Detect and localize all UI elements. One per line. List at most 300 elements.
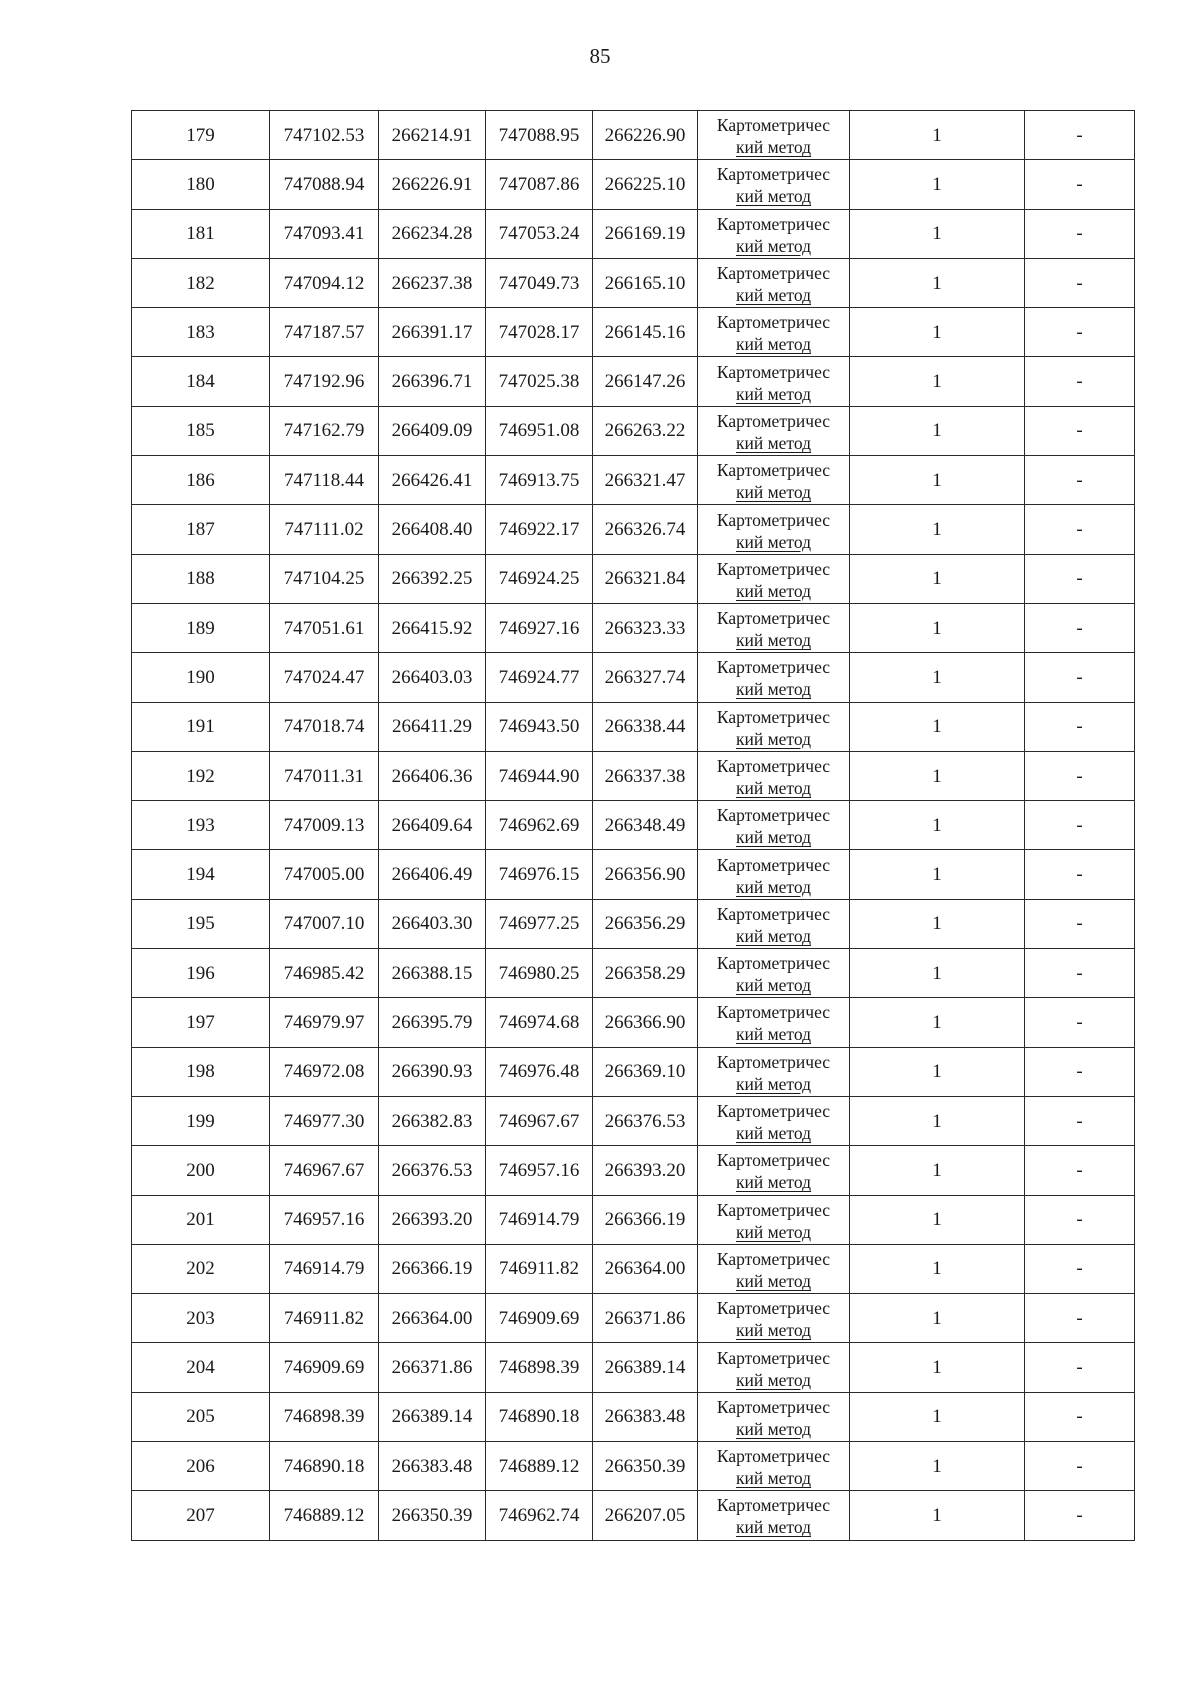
point-number-cell: 204 (132, 1343, 270, 1392)
y1-cell: 266388.15 (379, 949, 486, 998)
x2-cell: 746977.25 (486, 899, 593, 948)
method-line1: Картометричес (716, 361, 831, 382)
method-line2: кий метод (735, 1221, 812, 1242)
point-number-cell: 194 (132, 850, 270, 899)
method-line2: кий метод (735, 1369, 812, 1390)
point-number-cell: 185 (132, 406, 270, 455)
table-row (132, 1244, 1135, 1293)
method-cell (698, 308, 850, 357)
x1-cell: 747005.00 (270, 850, 379, 899)
accuracy-cell: 1 (850, 1244, 1025, 1293)
point-number-cell: 196 (132, 949, 270, 998)
note-cell: - (1025, 406, 1135, 455)
point-number-cell: 195 (132, 899, 270, 948)
point-number-cell: 201 (132, 1195, 270, 1244)
table-row (132, 308, 1135, 357)
x2-cell: 746962.69 (486, 801, 593, 850)
x1-cell: 747118.44 (270, 456, 379, 505)
method-cell (698, 456, 850, 505)
point-number-cell: 193 (132, 801, 270, 850)
point-number-cell: 207 (132, 1491, 270, 1540)
y2-cell: 266348.49 (593, 801, 698, 850)
accuracy-cell: 1 (850, 1047, 1025, 1096)
table-row (132, 1195, 1135, 1244)
table-row (132, 1047, 1135, 1096)
method-cell (698, 1491, 850, 1540)
method-line1: Картометричес (716, 903, 831, 924)
point-number-cell: 189 (132, 603, 270, 652)
note-cell: - (1025, 505, 1135, 554)
y2-cell: 266207.05 (593, 1491, 698, 1540)
method-cell (698, 160, 850, 209)
x1-cell: 747192.96 (270, 357, 379, 406)
point-number-cell: 187 (132, 505, 270, 554)
accuracy-cell: 1 (850, 998, 1025, 1047)
y2-cell: 266383.48 (593, 1392, 698, 1441)
accuracy-cell: 1 (850, 1146, 1025, 1195)
note-cell: - (1025, 456, 1135, 505)
x1-cell: 747018.74 (270, 702, 379, 751)
accuracy-cell: 1 (850, 1442, 1025, 1491)
x1-cell: 746977.30 (270, 1096, 379, 1145)
method-line2: кий метод (735, 975, 812, 996)
note-cell: - (1025, 1343, 1135, 1392)
y2-cell: 266358.29 (593, 949, 698, 998)
method-line1: Картометричес (716, 953, 831, 974)
note-cell: - (1025, 702, 1135, 751)
point-number-cell: 191 (132, 702, 270, 751)
method-cell (698, 258, 850, 307)
table-row (132, 505, 1135, 554)
method-line1: Картометричес (716, 1446, 831, 1467)
x1-cell: 746985.42 (270, 949, 379, 998)
accuracy-cell: 1 (850, 209, 1025, 258)
x2-cell: 746962.74 (486, 1491, 593, 1540)
x2-cell: 746890.18 (486, 1392, 593, 1441)
method-line1: Картометричес (716, 1150, 831, 1171)
accuracy-cell: 1 (850, 554, 1025, 603)
table-row (132, 209, 1135, 258)
method-line2: кий метод (735, 679, 812, 700)
method-line2: кий метод (735, 383, 812, 404)
note-cell: - (1025, 949, 1135, 998)
note-cell: - (1025, 1491, 1135, 1540)
method-line1: Картометричес (716, 756, 831, 776)
y1-cell: 266393.20 (379, 1195, 486, 1244)
accuracy-cell: 1 (850, 751, 1025, 800)
method-line1: Картометричес (716, 164, 831, 185)
x1-cell: 747011.31 (270, 751, 379, 800)
point-number-cell: 192 (132, 751, 270, 800)
note-cell: - (1025, 998, 1135, 1047)
method-cell (698, 899, 850, 948)
method-line1: Картометричес (716, 608, 831, 629)
accuracy-cell: 1 (850, 111, 1025, 160)
y1-cell: 266364.00 (379, 1294, 486, 1343)
y1-cell: 266366.19 (379, 1244, 486, 1293)
x1-cell: 746967.67 (270, 1146, 379, 1195)
y2-cell: 266226.90 (593, 111, 698, 160)
y1-cell: 266409.64 (379, 801, 486, 850)
x2-cell: 747088.95 (486, 111, 593, 160)
x1-cell: 747009.13 (270, 801, 379, 850)
x1-cell: 747162.79 (270, 406, 379, 455)
y2-cell: 266366.19 (593, 1195, 698, 1244)
x2-cell: 746924.77 (486, 653, 593, 702)
y2-cell: 266321.47 (593, 456, 698, 505)
x1-cell: 747111.02 (270, 505, 379, 554)
y1-cell: 266403.30 (379, 899, 486, 948)
method-line1: Картометричес (716, 1248, 831, 1269)
method-cell (698, 653, 850, 702)
y1-cell: 266350.39 (379, 1491, 486, 1540)
method-line1: Картометричес (716, 558, 831, 579)
y2-cell: 266165.10 (593, 258, 698, 307)
table-row (132, 801, 1135, 850)
x2-cell: 746944.90 (486, 751, 593, 800)
y1-cell: 266426.41 (379, 456, 486, 505)
x1-cell: 747104.25 (270, 554, 379, 603)
point-number-cell: 203 (132, 1294, 270, 1343)
method-line1: Картометричес (716, 509, 831, 530)
accuracy-cell: 1 (850, 1491, 1025, 1540)
method-line2: кий метод (735, 482, 812, 503)
table-row (132, 258, 1135, 307)
y2-cell: 266169.19 (593, 209, 698, 258)
method-line2: кий метод (735, 1073, 812, 1094)
x2-cell: 746922.17 (486, 505, 593, 554)
x1-cell: 746890.18 (270, 1442, 379, 1491)
method-cell (698, 357, 850, 406)
accuracy-cell: 1 (850, 801, 1025, 850)
method-line1: Картометричес (716, 1495, 831, 1516)
x2-cell: 746974.68 (486, 998, 593, 1047)
method-line1: Картометричес (716, 1051, 831, 1072)
y1-cell: 266392.25 (379, 554, 486, 603)
method-cell (698, 1244, 850, 1293)
table-row (132, 899, 1135, 948)
method-line2: кий метод (735, 1123, 812, 1144)
table-row (132, 1343, 1135, 1392)
method-cell (698, 801, 850, 850)
note-cell: - (1025, 1442, 1135, 1491)
point-number-cell: 190 (132, 653, 270, 702)
point-number-cell: 184 (132, 357, 270, 406)
note-cell: - (1025, 1047, 1135, 1096)
method-cell (698, 1392, 850, 1441)
point-number-cell: 198 (132, 1047, 270, 1096)
x1-cell: 747088.94 (270, 160, 379, 209)
y1-cell: 266214.91 (379, 111, 486, 160)
x2-cell: 746976.15 (486, 850, 593, 899)
x2-cell: 746909.69 (486, 1294, 593, 1343)
table-row (132, 456, 1135, 505)
method-cell (698, 1195, 850, 1244)
method-line2: кий метод (735, 1418, 812, 1439)
method-line2: кий метод (735, 1320, 812, 1341)
y2-cell: 266393.20 (593, 1146, 698, 1195)
x2-cell: 746927.16 (486, 603, 593, 652)
accuracy-cell: 1 (850, 258, 1025, 307)
method-cell (698, 1442, 850, 1491)
y2-cell: 266326.74 (593, 505, 698, 554)
y2-cell: 266371.86 (593, 1294, 698, 1343)
method-line1: Картометричес (716, 1002, 831, 1023)
method-line2: кий метод (735, 778, 812, 798)
y1-cell: 266411.29 (379, 702, 486, 751)
accuracy-cell: 1 (850, 1294, 1025, 1343)
accuracy-cell: 1 (850, 653, 1025, 702)
y1-cell: 266382.83 (379, 1096, 486, 1145)
method-line2: кий метод (735, 235, 812, 256)
method-line1: Картометричес (716, 657, 831, 678)
x1-cell: 747094.12 (270, 258, 379, 307)
method-line1: Картометричес (716, 410, 831, 431)
method-cell (698, 1294, 850, 1343)
y1-cell: 266383.48 (379, 1442, 486, 1491)
x1-cell: 746914.79 (270, 1244, 379, 1293)
y1-cell: 266226.91 (379, 160, 486, 209)
method-line1: Картометричес (716, 854, 831, 875)
method-line1: Картометричес (716, 805, 831, 826)
x2-cell: 747049.73 (486, 258, 593, 307)
method-line2: кий метод (735, 580, 812, 601)
accuracy-cell: 1 (850, 160, 1025, 209)
method-cell (698, 209, 850, 258)
y1-cell: 266395.79 (379, 998, 486, 1047)
table-row (132, 1146, 1135, 1195)
point-number-cell: 186 (132, 456, 270, 505)
x2-cell: 747025.38 (486, 357, 593, 406)
point-number-cell: 206 (132, 1442, 270, 1491)
point-number-cell: 200 (132, 1146, 270, 1195)
point-number-cell: 197 (132, 998, 270, 1047)
accuracy-cell: 1 (850, 702, 1025, 751)
method-line2: кий метод (735, 531, 812, 552)
note-cell: - (1025, 603, 1135, 652)
method-cell (698, 111, 850, 160)
table-row (132, 1491, 1135, 1540)
y1-cell: 266403.03 (379, 653, 486, 702)
x2-cell: 746943.50 (486, 702, 593, 751)
method-cell (698, 406, 850, 455)
x1-cell: 747187.57 (270, 308, 379, 357)
method-cell (698, 1096, 850, 1145)
accuracy-cell: 1 (850, 456, 1025, 505)
y1-cell: 266376.53 (379, 1146, 486, 1195)
method-cell (698, 554, 850, 603)
x2-cell: 747087.86 (486, 160, 593, 209)
table-row (132, 1442, 1135, 1491)
point-number-cell: 179 (132, 111, 270, 160)
method-line1: Картометричес (716, 213, 831, 234)
x1-cell: 746972.08 (270, 1047, 379, 1096)
note-cell: - (1025, 899, 1135, 948)
method-line2: кий метод (735, 137, 812, 158)
point-number-cell: 205 (132, 1392, 270, 1441)
page-number: 85 (589, 44, 611, 68)
accuracy-cell: 1 (850, 899, 1025, 948)
y2-cell: 266321.84 (593, 554, 698, 603)
method-line2: кий метод (735, 1270, 812, 1291)
method-cell (698, 702, 850, 751)
accuracy-cell: 1 (850, 505, 1025, 554)
y1-cell: 266237.38 (379, 258, 486, 307)
x1-cell: 747024.47 (270, 653, 379, 702)
note-cell: - (1025, 653, 1135, 702)
table-row (132, 554, 1135, 603)
y1-cell: 266409.09 (379, 406, 486, 455)
table-row (132, 160, 1135, 209)
note-cell: - (1025, 801, 1135, 850)
y2-cell: 266369.10 (593, 1047, 698, 1096)
method-line1: Картометричес (716, 263, 831, 284)
x1-cell: 746909.69 (270, 1343, 379, 1392)
y2-cell: 266225.10 (593, 160, 698, 209)
method-line2: кий метод (735, 827, 812, 848)
y1-cell: 266406.49 (379, 850, 486, 899)
x2-cell: 746924.25 (486, 554, 593, 603)
method-line2: кий метод (735, 1172, 812, 1193)
y2-cell: 266356.29 (593, 899, 698, 948)
x1-cell: 747093.41 (270, 209, 379, 258)
table-row (132, 1392, 1135, 1441)
table-body (132, 111, 1135, 1541)
method-cell (698, 1047, 850, 1096)
method-cell (698, 1343, 850, 1392)
method-line2: кий метод (735, 186, 812, 207)
y2-cell: 266389.14 (593, 1343, 698, 1392)
method-line2: кий метод (735, 432, 812, 453)
method-line2: кий метод (735, 285, 812, 306)
accuracy-cell: 1 (850, 406, 1025, 455)
note-cell: - (1025, 1146, 1135, 1195)
accuracy-cell: 1 (850, 357, 1025, 406)
point-number-cell: 183 (132, 308, 270, 357)
accuracy-cell: 1 (850, 1392, 1025, 1441)
x1-cell: 746889.12 (270, 1491, 379, 1540)
method-line1: Картометричес (716, 115, 831, 136)
note-cell: - (1025, 209, 1135, 258)
point-number-cell: 202 (132, 1244, 270, 1293)
y1-cell: 266415.92 (379, 603, 486, 652)
method-cell (698, 603, 850, 652)
method-cell (698, 850, 850, 899)
y1-cell: 266371.86 (379, 1343, 486, 1392)
method-cell (698, 1146, 850, 1195)
x2-cell: 746911.82 (486, 1244, 593, 1293)
point-number-cell: 180 (132, 160, 270, 209)
x2-cell: 746913.75 (486, 456, 593, 505)
table-row (132, 111, 1135, 160)
y1-cell: 266408.40 (379, 505, 486, 554)
x2-cell: 746951.08 (486, 406, 593, 455)
x1-cell: 747007.10 (270, 899, 379, 948)
table-row (132, 751, 1135, 800)
y2-cell: 266350.39 (593, 1442, 698, 1491)
accuracy-cell: 1 (850, 1195, 1025, 1244)
point-number-cell: 182 (132, 258, 270, 307)
note-cell: - (1025, 308, 1135, 357)
method-cell (698, 505, 850, 554)
table-row (132, 702, 1135, 751)
method-cell (698, 949, 850, 998)
table-row (132, 653, 1135, 702)
x1-cell: 747102.53 (270, 111, 379, 160)
method-line2: кий метод (735, 334, 812, 355)
y1-cell: 266391.17 (379, 308, 486, 357)
method-cell (698, 751, 850, 800)
table-row (132, 1096, 1135, 1145)
method-line1: Картометричес (716, 460, 831, 481)
point-number-cell: 188 (132, 554, 270, 603)
note-cell: - (1025, 850, 1135, 899)
y2-cell: 266364.00 (593, 1244, 698, 1293)
y2-cell: 266356.90 (593, 850, 698, 899)
x2-cell: 747053.24 (486, 209, 593, 258)
accuracy-cell: 1 (850, 949, 1025, 998)
x2-cell: 746889.12 (486, 1442, 593, 1491)
method-line1: Картометричес (716, 1347, 831, 1368)
method-cell (698, 998, 850, 1047)
accuracy-cell: 1 (850, 1096, 1025, 1145)
table-row (132, 1294, 1135, 1343)
y2-cell: 266145.16 (593, 308, 698, 357)
y1-cell: 266396.71 (379, 357, 486, 406)
accuracy-cell: 1 (850, 308, 1025, 357)
method-line2: кий метод (735, 925, 812, 946)
y1-cell: 266389.14 (379, 1392, 486, 1441)
note-cell: - (1025, 258, 1135, 307)
x2-cell: 746967.67 (486, 1096, 593, 1145)
y2-cell: 266147.26 (593, 357, 698, 406)
y2-cell: 266327.74 (593, 653, 698, 702)
note-cell: - (1025, 1392, 1135, 1441)
note-cell: - (1025, 1096, 1135, 1145)
y2-cell: 266366.90 (593, 998, 698, 1047)
y2-cell: 266323.33 (593, 603, 698, 652)
method-line1: Картометричес (716, 1101, 831, 1122)
method-line2: кий метод (735, 876, 812, 897)
x1-cell: 746957.16 (270, 1195, 379, 1244)
y2-cell: 266263.22 (593, 406, 698, 455)
method-line1: Картометричес (716, 706, 831, 727)
y2-cell: 266337.38 (593, 751, 698, 800)
y1-cell: 266390.93 (379, 1047, 486, 1096)
table-row (132, 603, 1135, 652)
accuracy-cell: 1 (850, 603, 1025, 652)
x1-cell: 746911.82 (270, 1294, 379, 1343)
table-row (132, 949, 1135, 998)
table-row (132, 850, 1135, 899)
method-line2: кий метод (735, 1517, 812, 1538)
note-cell: - (1025, 357, 1135, 406)
accuracy-cell: 1 (850, 850, 1025, 899)
table-row (132, 998, 1135, 1047)
method-line1: Картометричес (716, 1298, 831, 1319)
y1-cell: 266406.36 (379, 751, 486, 800)
y2-cell: 266376.53 (593, 1096, 698, 1145)
method-line1: Картометричес (716, 1199, 831, 1220)
note-cell: - (1025, 1244, 1135, 1293)
table-row (132, 357, 1135, 406)
method-line2: кий метод (735, 1468, 812, 1489)
y2-cell: 266338.44 (593, 702, 698, 751)
point-number-cell: 199 (132, 1096, 270, 1145)
x1-cell: 746979.97 (270, 998, 379, 1047)
x1-cell: 746898.39 (270, 1392, 379, 1441)
coordinates-table (131, 110, 1135, 1541)
